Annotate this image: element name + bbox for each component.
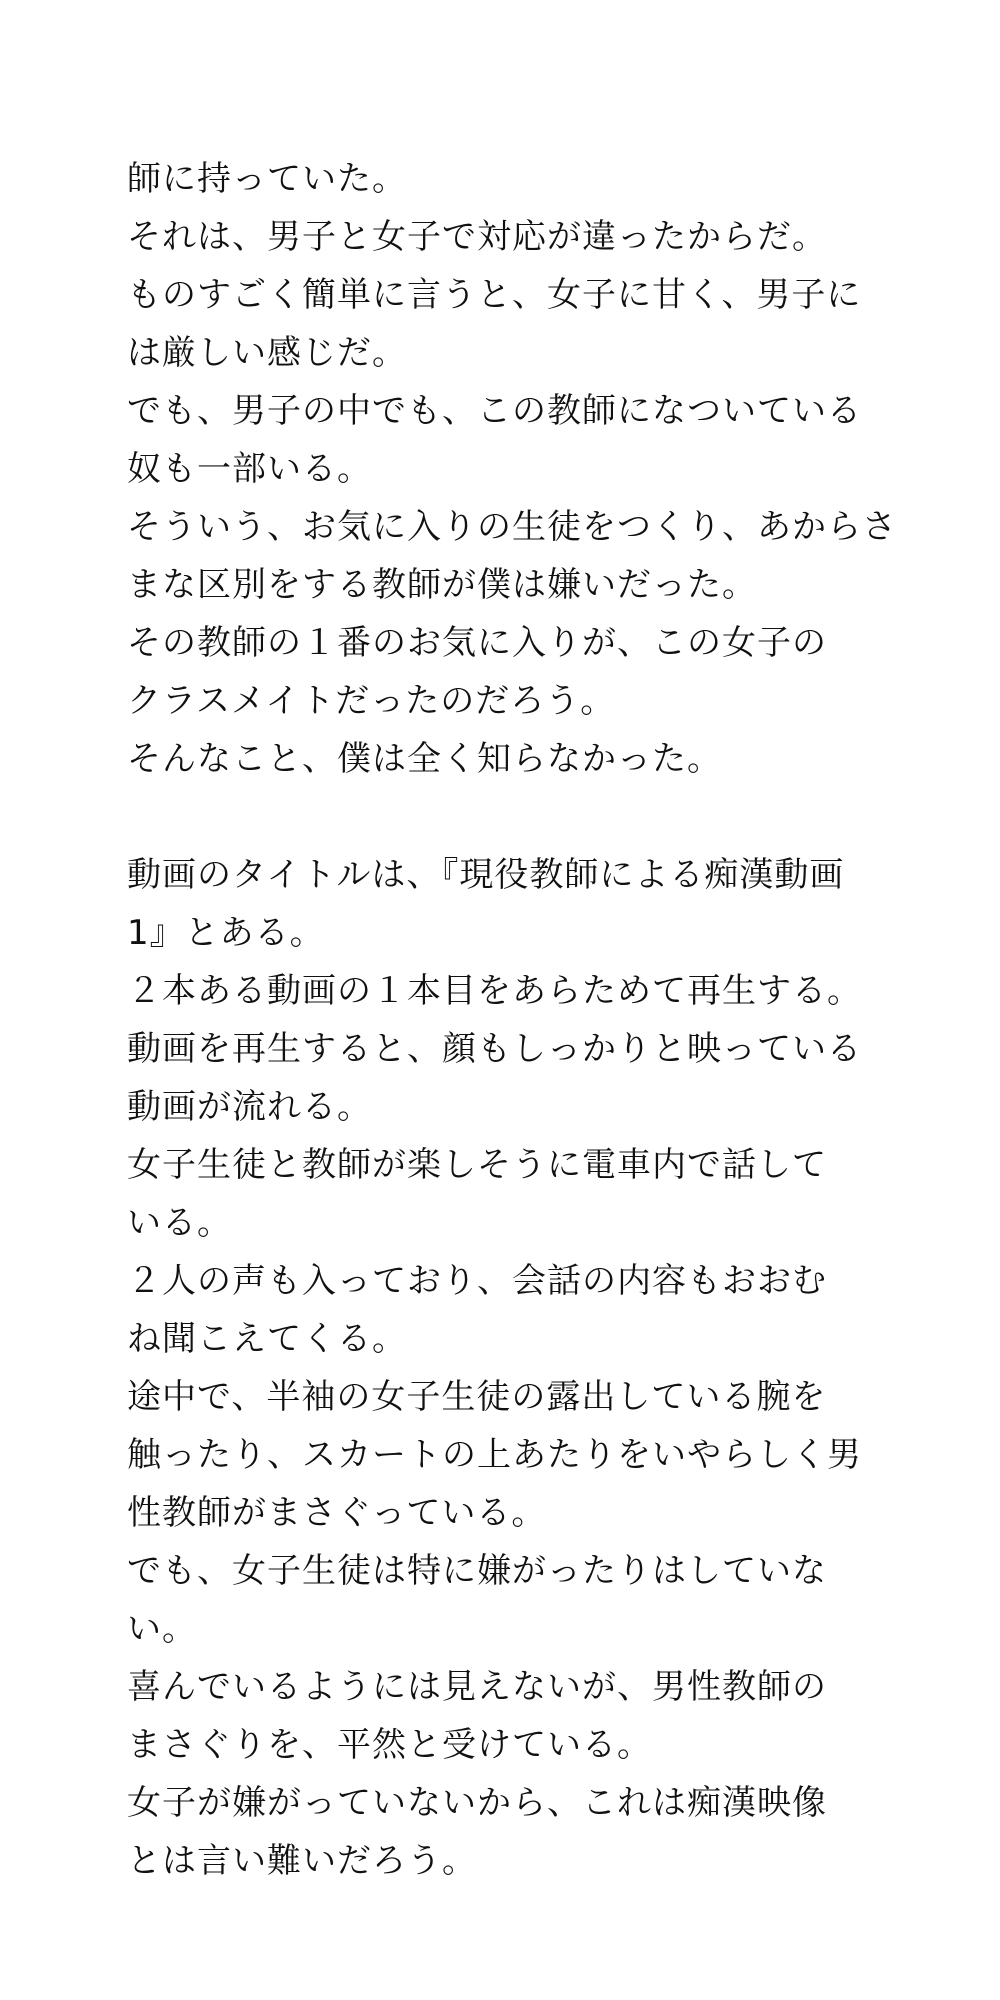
text-line: それは、男子と女子で対応が違ったからだ。 [127,217,827,257]
text-line: まさぐりを、平然と受けている。 [127,1725,652,1765]
text-line: とは言い難いだろう。 [127,1841,477,1881]
text-line: 途中で、半袖の女子生徒の露出している腕を [127,1377,827,1417]
text-line: 1』とある。 [127,913,325,953]
text-line: 触ったり、スカートの上あたりをいやらしく男 [127,1435,862,1475]
paragraph-block-2 [127,846,907,1890]
text-line: クラスメイトだったのだろう。 [127,681,616,721]
text-line: 動画のタイトルは、『現役教師による痴漢動画 [127,855,845,895]
text-line: 女子生徒と教師が楽しそうに電車内で話して [127,1145,827,1185]
text-line: でも、男子の中でも、この教師になついている [127,391,862,431]
text-line: ２人の声も入っており、会話の内容もおおむ [127,1261,827,1301]
text-line: は厳しい感じだ。 [127,333,407,373]
text-line: そんなこと、僕は全く知らなかった。 [127,739,722,779]
text-line: その教師の１番のお気に入りが、この女子の [127,623,827,663]
text-line: 喜んでいるようには見えないが、男性教師の [127,1667,827,1707]
paragraph-block-1 [127,150,907,788]
text-line: まな区別をする教師が僕は嫌いだった。 [127,565,757,605]
text-line: い。 [127,1609,197,1649]
text-line: そういう、お気に入りの生徒をつくり、あからさ [127,507,897,547]
text-line: 奴も一部いる。 [127,449,372,489]
text-line: 動画を再生すると、顔もしっかりと映っている [127,1029,862,1069]
text-line: いる。 [127,1203,232,1243]
text-line: 動画が流れる。 [127,1087,372,1127]
text-line: 師に持っていた。 [127,159,407,199]
text-line: ２本ある動画の１本目をあらためて再生する。 [127,971,862,1011]
text-line: ものすごく簡単に言うと、女子に甘く、男子に [127,275,862,315]
text-line: でも、女子生徒は特に嫌がったりはしていな [127,1551,827,1591]
text-line: 性教師がまさぐっている。 [127,1493,547,1533]
text-line: ね聞こえてくる。 [127,1319,407,1359]
text-line: 女子が嫌がっていないから、これは痴漢映像 [127,1783,827,1823]
